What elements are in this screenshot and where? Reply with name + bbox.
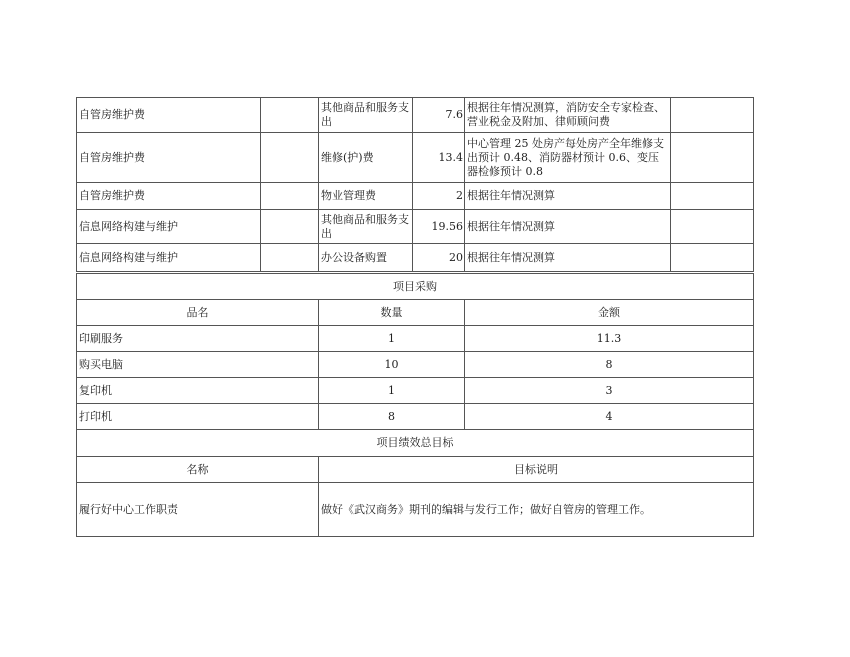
budget-detail-table [76, 97, 754, 272]
empty-cell [671, 244, 754, 272]
basis-cell: 根据往年情况测算 [465, 210, 671, 244]
project-cell: 信息网络构建与维护 [77, 244, 261, 272]
procurement-section-title: 项目采购 [77, 274, 754, 300]
amount-cell: 8 [465, 352, 754, 378]
goal-desc-cell: 做好《武汉商务》期刊的编辑与发行工作；做好自管房的管理工作。 [319, 483, 754, 537]
column-header-name: 品名 [77, 300, 319, 326]
performance-section-title: 项目绩效总目标 [77, 430, 754, 457]
amount-cell: 11.3 [465, 326, 754, 352]
qty-cell: 1 [319, 378, 465, 404]
amount-cell: 2 [413, 183, 465, 210]
amount-cell: 7.6 [413, 98, 465, 133]
table-row [77, 430, 754, 457]
empty-cell [671, 210, 754, 244]
column-header-goal-desc: 目标说明 [319, 457, 754, 483]
table-row [77, 300, 754, 326]
amount-cell: 20 [413, 244, 465, 272]
basis-cell: 根据往年情况测算，消防安全专家检查、营业税金及附加、律师顾问费 [465, 98, 671, 133]
item-name-cell: 购买电脑 [77, 352, 319, 378]
column-header-goal-name: 名称 [77, 457, 319, 483]
item-cell: 其他商品和服务支出 [319, 210, 413, 244]
table-row [77, 457, 754, 483]
basis-cell: 中心管理 25 处房产每处房产全年维修支出预计 0.48、消防器材预计 0.6、变压器检修预计 0.8 [465, 133, 671, 183]
empty-cell [671, 183, 754, 210]
qty-cell: 1 [319, 326, 465, 352]
item-name-cell: 打印机 [77, 404, 319, 430]
table-row [77, 98, 754, 133]
table-row [77, 244, 754, 272]
amount-cell: 3 [465, 378, 754, 404]
table-row [77, 404, 754, 430]
amount-cell: 19.56 [413, 210, 465, 244]
table-row [77, 378, 754, 404]
project-cell: 自管房维护费 [77, 183, 261, 210]
table-row [77, 274, 754, 300]
project-cell: 自管房维护费 [77, 133, 261, 183]
amount-cell: 13.4 [413, 133, 465, 183]
item-cell: 维修(护)费 [319, 133, 413, 183]
item-name-cell: 复印机 [77, 378, 319, 404]
empty-cell [261, 133, 319, 183]
item-cell: 物业管理费 [319, 183, 413, 210]
column-header-qty: 数量 [319, 300, 465, 326]
empty-cell [261, 183, 319, 210]
table-row [77, 133, 754, 183]
goal-name-cell: 履行好中心工作职责 [77, 483, 319, 537]
project-cell: 自管房维护费 [77, 98, 261, 133]
project-cell: 信息网络构建与维护 [77, 210, 261, 244]
table-row [77, 352, 754, 378]
empty-cell [261, 210, 319, 244]
column-header-amount: 金额 [465, 300, 754, 326]
item-cell: 办公设备购置 [319, 244, 413, 272]
table-row [77, 483, 754, 537]
item-name-cell: 印刷服务 [77, 326, 319, 352]
item-cell: 其他商品和服务支出 [319, 98, 413, 133]
basis-cell: 根据往年情况测算 [465, 244, 671, 272]
qty-cell: 10 [319, 352, 465, 378]
basis-cell: 根据往年情况测算 [465, 183, 671, 210]
amount-cell: 4 [465, 404, 754, 430]
empty-cell [671, 98, 754, 133]
empty-cell [261, 98, 319, 133]
table-row [77, 183, 754, 210]
empty-cell [671, 133, 754, 183]
table-row [77, 210, 754, 244]
procurement-performance-table [76, 273, 754, 537]
table-row [77, 326, 754, 352]
empty-cell [261, 244, 319, 272]
qty-cell: 8 [319, 404, 465, 430]
